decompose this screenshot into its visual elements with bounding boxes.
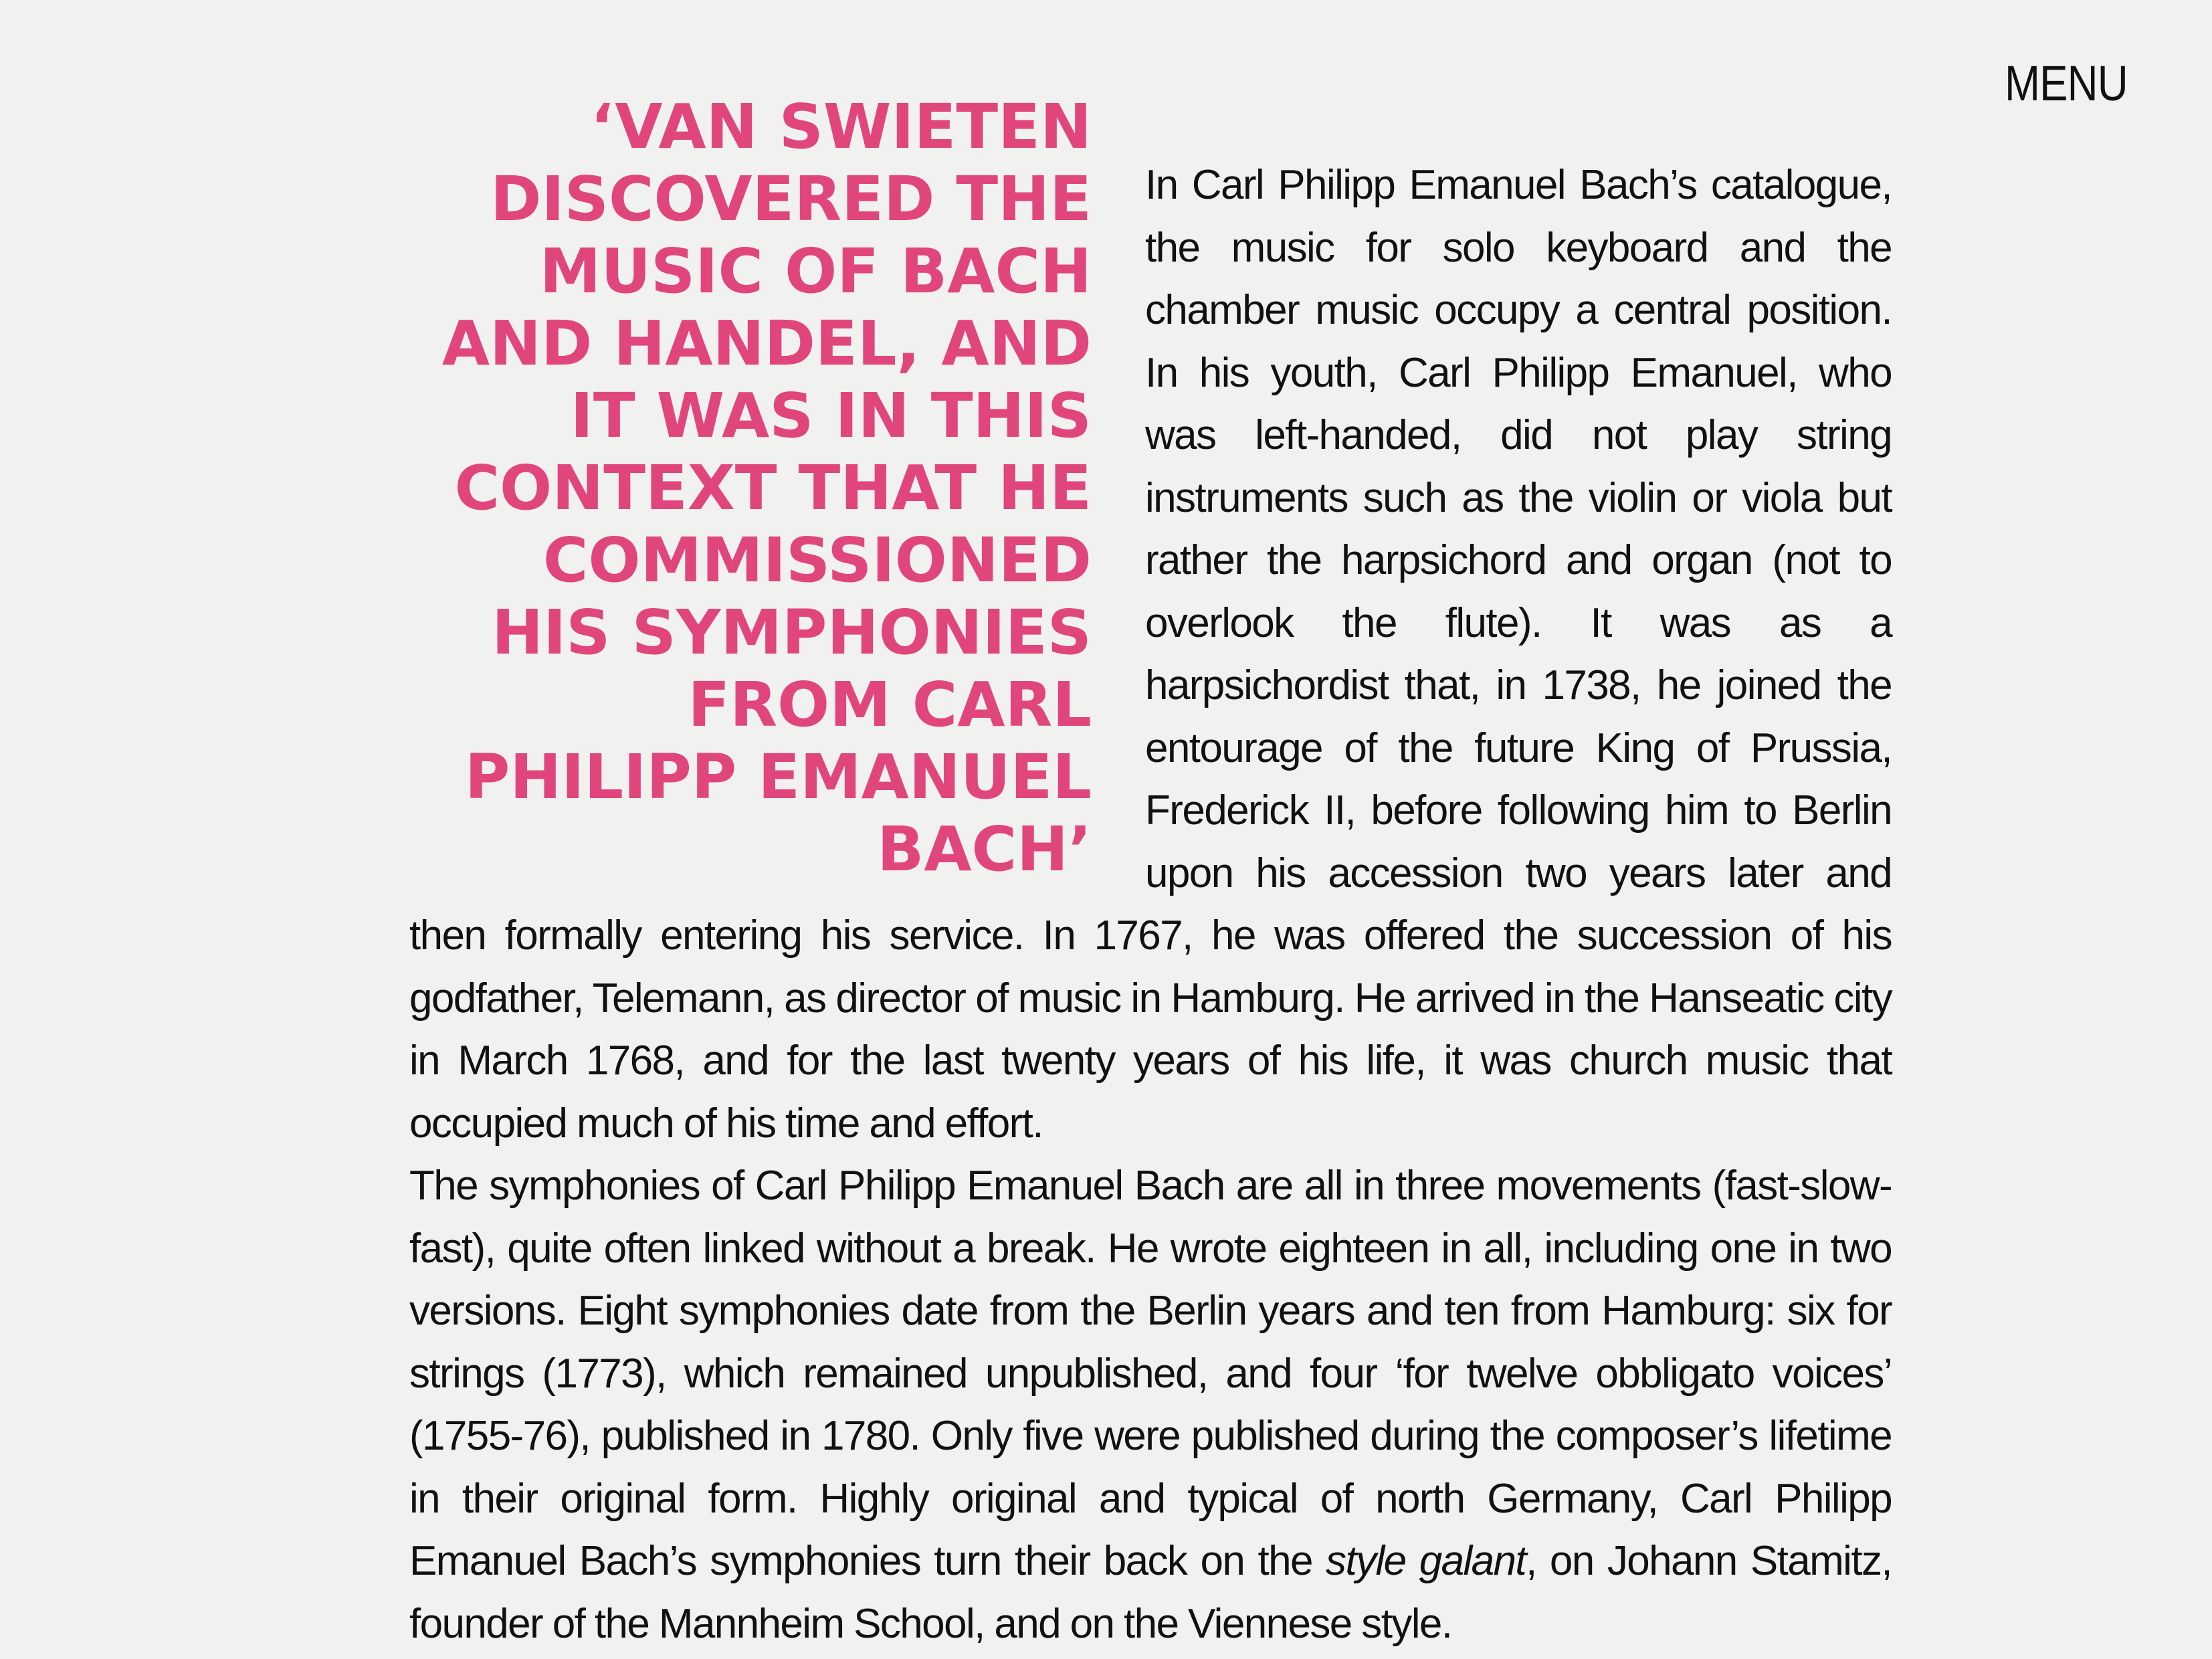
paragraph-2-end: , on Johann Stamitz, founder of the Mannheim School, and on the Viennese style. [409,1538,1892,1647]
paragraph-2-start: The symphonies of Carl Philipp Emanuel Bach are all in three movements (fast-slow-fast), quite often linked without a break. He wrote eighteen in all, including one in two versions. Eight symphonies date from the Berlin years and ten from Hamburg: six for strings (1773), which remained unpublished, and four ‘for twelve obbligato voices’ (1755-76), published in 1780. Only five were published during the composer’s lifetime in their original form. Highly original and typical of north Germany, Carl Philipp Emanuel Bach’s symphonies turn their back on the [409,1163,1892,1584]
paragraph-1: In Carl Philipp Emanuel Bach’s catalogue, the music for solo keyboard and the chamber music occupy a central position. In his youth, Carl Philipp Emanuel, who was left-handed, did not play string instruments such as the violin or viola but rather the harpsichord and organ (not to overlook the flute). It was as a harpsichordist that, in 1738, he joined the entourage of the future King of Prussia, Frederick II, before following him to Berlin upon his accession two years later and then formally entering his service. In 1767, he was offered the succession of his godfather, Telemann, as director of music in Hamburg. He arrived in the Hanseatic city in March 1768, and for the last twenty years of his life, it was church music that occupied much of his time and effort. [409,162,1892,1147]
menu-button[interactable]: MENU [2005,56,2128,111]
paragraph-2 [409,1155,1892,1655]
article [409,91,1892,1655]
pull-quote: ‘VAN SWIETEN DISCOVERED THE MUSIC OF BACH AND HANDEL, AND IT WAS IN THIS CONTEXT THAT HE COMMISSIONED HIS SYMPHONIES FROM CARL PHILIPP EMANUEL BACH’ [441,91,1092,885]
paragraph-2-italic: style galant [1326,1538,1526,1584]
